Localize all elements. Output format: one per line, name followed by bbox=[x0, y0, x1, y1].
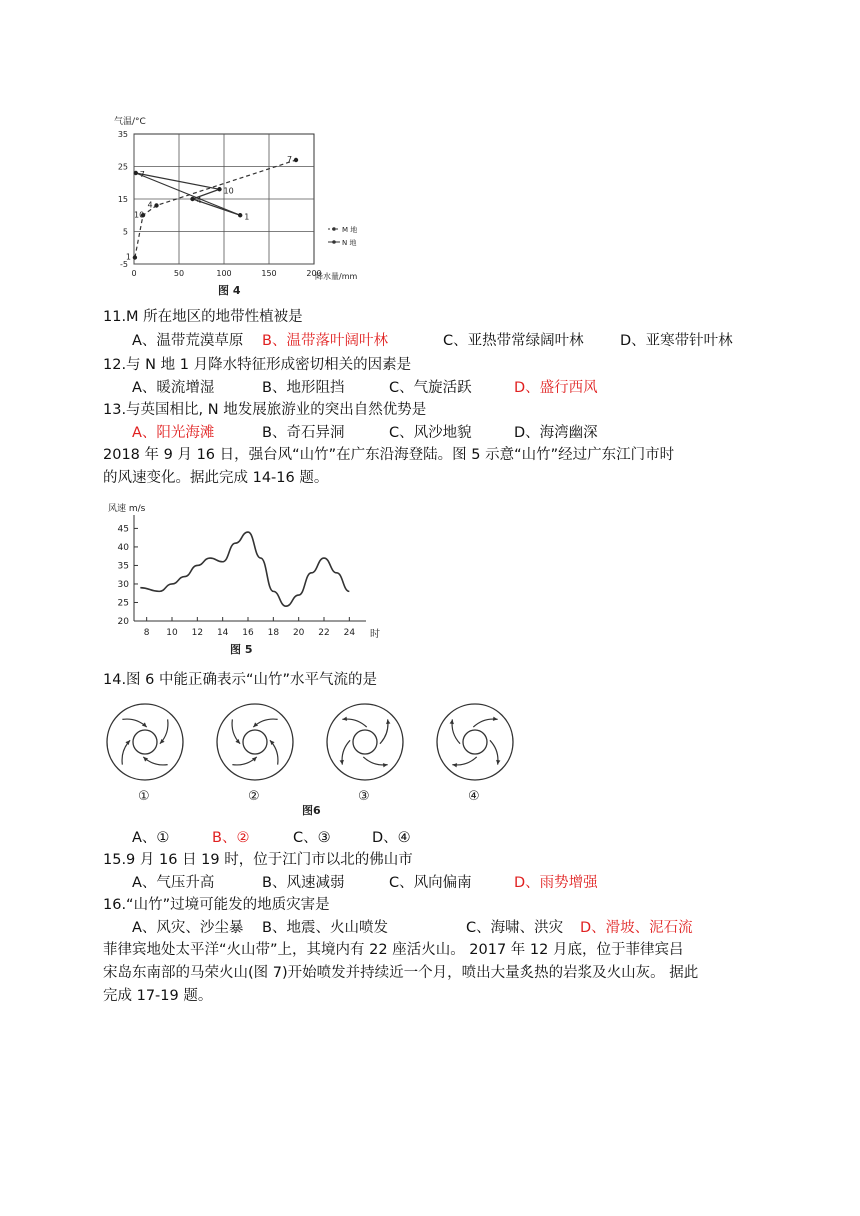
intro-14-16-line1: 2018 年 9 月 16 日，强台风“山竹”在广东沿海登陆。图 5 示意“山竹”经过广东江门市时 bbox=[103, 447, 675, 463]
q15-stem: 15.9 月 16 日 19 时，位于江门市以北的佛山市 bbox=[103, 852, 413, 868]
fig5-y-tick: 40 bbox=[117, 542, 129, 553]
fig4-y-tick: 35 bbox=[117, 130, 128, 139]
fig5-x-tick: 12 bbox=[191, 628, 204, 638]
fig5-x-tick: 14 bbox=[216, 628, 229, 638]
fig4-legend-m: M 地 bbox=[342, 226, 358, 234]
fig4-point-n bbox=[134, 171, 138, 175]
q12-stem: 12.与 N 地 1 月降水特征形成密切相关的因素是 bbox=[103, 357, 412, 373]
fig4-series-m-line bbox=[135, 160, 296, 258]
fig4-point-m bbox=[133, 255, 137, 259]
q12-option-d-answer: D、盛行西风 bbox=[514, 380, 598, 396]
fig4-y-tick: 25 bbox=[117, 162, 128, 172]
fig6-label-3: ③ bbox=[358, 789, 370, 804]
q16-option-a: A、风灾、沙尘暴 bbox=[132, 920, 244, 936]
fig4-point-label: 4 bbox=[196, 196, 202, 205]
q12-option-b: B、地形阻挡 bbox=[262, 380, 345, 396]
fig5-y-tick: 45 bbox=[117, 524, 129, 535]
fig4-point-label: 10 bbox=[134, 210, 145, 220]
fig4-x-tick: 100 bbox=[216, 269, 232, 278]
q13-option-d: D、海湾幽深 bbox=[514, 425, 598, 441]
q13-option-a-answer: A、阳光海滩 bbox=[132, 425, 215, 441]
fig6-label-1: ① bbox=[138, 789, 150, 804]
fig4-y-tick: -5 bbox=[120, 260, 128, 269]
q13-stem: 13.与英国相比, N 地发展旅游业的突出自然优势是 bbox=[103, 402, 427, 418]
fig4-grid bbox=[134, 134, 314, 264]
q16-stem: 16.“山竹”过境可能发的地质灾害是 bbox=[103, 897, 330, 913]
fig5-x-ticks bbox=[144, 617, 356, 638]
fig5-y-tick: 20 bbox=[117, 617, 129, 627]
fig5-x-tick: 20 bbox=[292, 628, 305, 638]
q16-option-d-answer: D、滑坡、泥石流 bbox=[580, 920, 693, 936]
figure-6-diagrams bbox=[100, 696, 530, 820]
q11-option-d: D、亚寒带针叶林 bbox=[620, 333, 733, 349]
q14-option-d: D、④ bbox=[372, 830, 411, 846]
fig6-outer-circle bbox=[217, 704, 293, 780]
q14-option-b-answer: B、② bbox=[212, 830, 250, 846]
fig4-legend-n: N 地 bbox=[342, 239, 357, 247]
intro-17-19-line3: 完成 17-19 题。 bbox=[103, 988, 213, 1004]
q12-option-a: A、暖流增湿 bbox=[132, 380, 215, 396]
q13-option-c: C、风沙地貌 bbox=[389, 425, 472, 441]
fig4-x-tick: 0 bbox=[131, 269, 137, 278]
fig4-point-n bbox=[217, 187, 221, 191]
fig5-x-tick: 16 bbox=[242, 628, 254, 638]
fig4-point-label: 10 bbox=[223, 186, 234, 196]
fig5-y-tick: 35 bbox=[117, 561, 129, 572]
intro-17-19-line2: 宋岛东南部的马荣火山(图 7)开始喷发并持续近一个月，喷出大量炙热的岩浆及火山灰。 据此 bbox=[103, 965, 699, 981]
q11-option-c: C、亚热带常绿阔叶林 bbox=[443, 333, 584, 349]
fig4-point-n bbox=[190, 197, 194, 201]
fig6-outer-circle bbox=[327, 704, 403, 780]
fig4-xlabel: 降水量/mm bbox=[315, 272, 358, 281]
fig4-x-ticks bbox=[131, 269, 321, 278]
q14-option-c: C、③ bbox=[293, 830, 331, 846]
fig4-series bbox=[126, 155, 298, 262]
fig4-x-tick: 150 bbox=[261, 269, 277, 278]
fig4-point-m bbox=[294, 158, 298, 162]
fig5-y-tick: 25 bbox=[117, 598, 129, 609]
fig5-y-tick: 30 bbox=[117, 579, 129, 590]
q11-option-a: A、温带荒漠草原 bbox=[132, 333, 244, 349]
fig5-wind-speed-line bbox=[140, 532, 349, 606]
fig4-point-label: 1 bbox=[125, 252, 131, 262]
fig6-label-4: ④ bbox=[468, 789, 480, 804]
fig6-circles bbox=[107, 704, 513, 780]
q16-option-c: C、海啸、洪灾 bbox=[466, 920, 564, 936]
fig5-x-tick: 24 bbox=[343, 628, 356, 638]
fig5-x-tick: 10 bbox=[166, 628, 178, 638]
fig4-x-tick: 50 bbox=[173, 269, 185, 278]
fig5-x-tick: 18 bbox=[267, 628, 280, 638]
fig6-caption: 图6 bbox=[302, 804, 321, 817]
fig4-ylabel: 气温/°C bbox=[114, 117, 146, 127]
figure-5-chart bbox=[100, 497, 390, 659]
fig4-y-tick: 5 bbox=[122, 227, 128, 237]
q15-option-b: B、风速减弱 bbox=[262, 875, 345, 891]
q11-option-b-answer: B、温带落叶阔叶林 bbox=[262, 333, 388, 349]
fig5-x-tick: 8 bbox=[143, 628, 150, 638]
fig5-x-tick: 22 bbox=[318, 628, 330, 638]
fig4-legend bbox=[328, 225, 357, 247]
fig6-outer-circle bbox=[437, 704, 513, 780]
figure-4-chart bbox=[100, 112, 360, 300]
intro-17-19-line1: 菲律宾地处太平洋“火山带”上，其境内有 22 座活火山。 2017 年 12 月底，位于菲律宾吕 bbox=[103, 942, 684, 958]
q14-stem: 14.图 6 中能正确表示“山竹”水平气流的是 bbox=[103, 672, 378, 688]
q16-option-b: B、地震、火山喷发 bbox=[262, 920, 388, 936]
fig4-y-tick: 15 bbox=[117, 195, 128, 204]
fig4-point-label: 4 bbox=[147, 200, 153, 210]
fig4-point-label: 1 bbox=[244, 212, 250, 222]
q12-option-c: C、气旋活跃 bbox=[389, 380, 472, 396]
q14-option-a: A、① bbox=[132, 830, 170, 846]
fig4-point-n bbox=[238, 213, 242, 217]
fig6-inner-circle bbox=[243, 730, 267, 754]
q11-stem: 11.M 所在地区的地带性植被是 bbox=[103, 309, 303, 325]
fig5-caption: 图 5 bbox=[230, 643, 253, 656]
fig5-y-ticks bbox=[118, 524, 138, 627]
fig4-point-label: 7 bbox=[287, 155, 293, 164]
fig6-inner-circle bbox=[463, 730, 487, 754]
fig6-label-2: ② bbox=[248, 789, 260, 804]
q13-option-b: B、奇石异洞 bbox=[262, 425, 345, 441]
fig4-caption: 图 4 bbox=[218, 284, 241, 297]
q15-option-d-answer: D、雨势增强 bbox=[514, 875, 598, 891]
intro-14-16-line2: 的风速变化。据此完成 14-16 题。 bbox=[103, 470, 329, 486]
fig6-inner-circle bbox=[133, 730, 157, 754]
fig6-outer-circle bbox=[107, 704, 183, 780]
fig5-ylabel: 风速 m/s bbox=[108, 504, 146, 514]
fig4-x-tick: 200 bbox=[306, 269, 322, 278]
fig5-x-unit: 时 bbox=[370, 629, 380, 640]
fig4-point-m bbox=[154, 203, 158, 207]
fig4-y-ticks bbox=[118, 130, 128, 269]
q15-option-a: A、气压升高 bbox=[132, 875, 215, 891]
fig6-inner-circle bbox=[353, 730, 377, 754]
fig4-point-label: 7 bbox=[139, 170, 145, 179]
q15-option-c: C、风向偏南 bbox=[389, 875, 472, 891]
